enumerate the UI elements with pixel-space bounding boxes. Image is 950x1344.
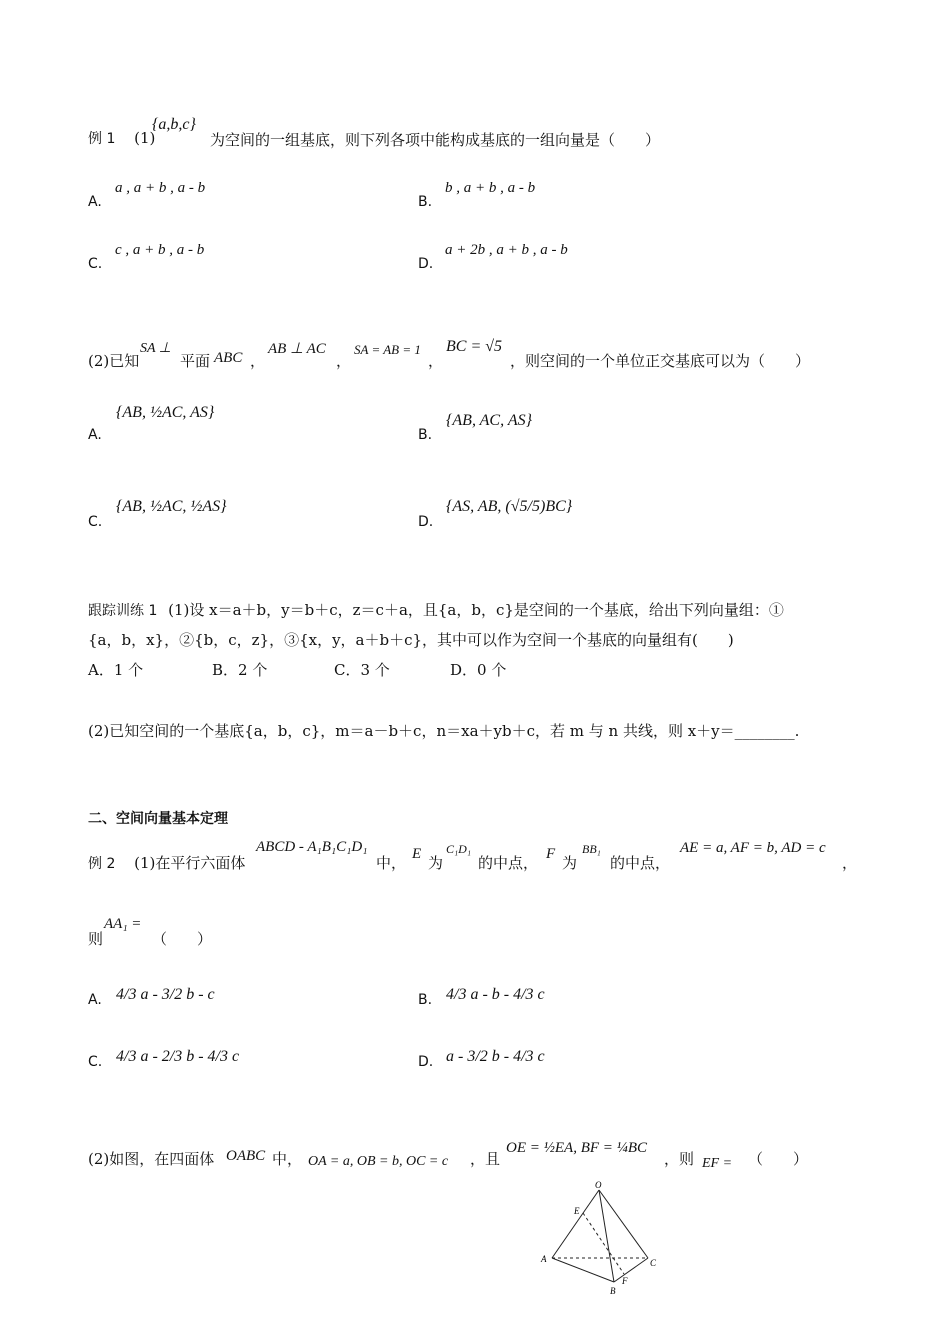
ex2-option-d-expr: a - 3/2 b - 4/3 c (446, 1048, 545, 1065)
ex2-p5: 为 (562, 854, 578, 872)
ex2-p2-ef: EF = (702, 1156, 733, 1171)
tetrahedron-figure (538, 1178, 668, 1298)
label-b: B (610, 1286, 616, 1296)
ex1-line (88, 128, 155, 148)
ex1-part2-plane: 平面 (180, 352, 211, 370)
ex1-option-d-expr: a + 2b , a + b , a - b (445, 242, 568, 258)
ex1-part2-eq: SA = AB = 1 (354, 342, 421, 357)
ex2-p2-oabc: OABC (226, 1148, 266, 1164)
ex1-2-option-c-expr: {AB, ½AC, ½AS} (116, 498, 227, 515)
ex2-label: 例 2 (88, 856, 116, 872)
option-key: B. (418, 992, 433, 1008)
ex2-q-post: （ ） (152, 930, 213, 948)
tr1-choice-c[interactable]: C．3 个 (334, 661, 390, 679)
ex2-bb1: BB₁ (582, 842, 601, 856)
ex1-option-c-expr: c , a + b , a - b (115, 242, 205, 258)
ex2-p6: 的中点， (610, 854, 671, 872)
ex1-part2-post: ，则空间的一个单位正交基底可以为（ ） (510, 352, 811, 370)
ex2-p2-and: ，且 (470, 1150, 501, 1168)
ex2-p1: (1)在平行六面体 (134, 854, 246, 872)
label-o: O (595, 1180, 602, 1190)
tr1-label: 跟踪训练 1 (88, 603, 158, 619)
label-a: A (541, 1254, 547, 1264)
option-key: B. (418, 427, 433, 443)
tr1-line1 (88, 599, 784, 620)
ex2-line (88, 852, 245, 873)
ex1-label: 例 1 (88, 131, 116, 147)
ex2-p3: 为 (428, 854, 444, 872)
label-f: F (622, 1276, 628, 1286)
section-title: 二、空间向量基本定理 (88, 811, 228, 827)
ex2-option-a[interactable] (88, 990, 102, 1008)
ex1-option-b[interactable] (418, 192, 432, 210)
ex2-p7: ， (842, 854, 858, 872)
ex2-option-b-expr: 4/3 a - b - 4/3 c (446, 986, 545, 1003)
ex1-part2-bc: BC = √5 (446, 338, 503, 355)
ex2-p2-then: ，则 (664, 1150, 695, 1168)
ex2-option-b[interactable] (418, 990, 432, 1008)
ex1-option-a-expr: a , a + b , a - b (115, 180, 206, 196)
option-key: D. (418, 256, 434, 272)
label-e: E (574, 1206, 580, 1216)
segment-ef (583, 1213, 624, 1274)
ex2-option-a-expr: 4/3 a - 3/2 b - c (116, 986, 215, 1003)
ex2-q-vec: AA₁ = (104, 916, 142, 932)
edge-bc (614, 1258, 648, 1282)
edge-oa (552, 1190, 599, 1258)
option-key: C. (88, 514, 103, 530)
option-key: B. (418, 194, 433, 210)
ex1-2-option-b[interactable] (418, 425, 432, 443)
ex1-2-option-a[interactable] (88, 425, 102, 443)
edge-ob (599, 1190, 614, 1282)
ex2-option-c[interactable] (88, 1052, 102, 1070)
ex1-part2-sa: SA ⊥ (140, 341, 171, 356)
ex1-part2-pre: (2)已知 (88, 352, 140, 370)
ex2-e: E (412, 846, 422, 862)
ex1-part2-comma3: ， (428, 352, 444, 370)
ex1-2-option-d[interactable] (418, 512, 433, 530)
ex1-part2-perp: AB ⊥ AC (268, 341, 326, 357)
ex1-2-option-a-expr: {AB, ½AC, AS} (116, 404, 215, 421)
label-c: C (650, 1258, 657, 1268)
tr1-text1: (1)设 x＝a＋b，y＝b＋c，z＝c＋a，且{a，b，c}是空间的一个基底，给出下列向量组：① (168, 601, 784, 619)
tr1-choice-d[interactable]: D．0 个 (450, 661, 507, 679)
tr1-choice-b[interactable]: B．2 个 (212, 661, 268, 679)
ex1-option-c[interactable] (88, 254, 102, 272)
ex1-2-option-c[interactable] (88, 512, 102, 530)
ex2-p2-cond: OE = ½EA, BF = ¼BC (506, 1140, 648, 1156)
ex2-f: F (546, 846, 556, 862)
ex1-2-option-b-expr: {AB, AC, AS} (446, 412, 532, 429)
ex2-p2-mid: 中， (272, 1150, 303, 1168)
ex2-p4: 的中点， (478, 854, 539, 872)
ex1-part2-comma2: ， (336, 352, 352, 370)
option-key: D. (418, 514, 434, 530)
ex1-option-d[interactable] (418, 254, 433, 272)
ex2-vecs: AE = a, AF = b, AD = c (680, 840, 826, 856)
edge-oc (599, 1190, 648, 1258)
option-key: C. (88, 1054, 103, 1070)
ex2-p2-pre: (2)如图，在四面体 (88, 1150, 215, 1168)
tr1-choice-a[interactable]: A．1 个 (88, 661, 144, 679)
ex1-part2-abc: ABC (214, 350, 243, 366)
ex1-part1-num: (1) (134, 129, 156, 147)
ex2-c1d1: C₁D₁ (446, 842, 472, 856)
option-key: C. (88, 256, 103, 272)
option-key: A. (88, 427, 102, 443)
ex2-option-d[interactable] (418, 1052, 433, 1070)
tr1-line2: {a，b，x}，②{b，c，z}，③{x，y，a＋b＋c}，其中可以作为空间一个基底的向量组有( ) (88, 631, 734, 649)
ex1-option-a[interactable] (88, 192, 102, 210)
ex2-q-pre: 则 (88, 930, 104, 948)
tr1-line3: (2)已知空间的一个基底{a，b，c}，m＝a－b＋c，n＝xa＋yb＋c，若 m 与 n 共线，则 x＋y＝________. (88, 722, 800, 740)
ex1-part1-text: 为空间的一组基底，则下列各项中能构成基底的一组向量是（ ） (210, 131, 661, 149)
ex2-option-c-expr: 4/3 a - 2/3 b - 4/3 c (116, 1048, 240, 1065)
ex1-option-b-expr: b , a + b , a - b (445, 180, 536, 196)
option-key: A. (88, 992, 102, 1008)
ex2-p2: 中， (376, 854, 407, 872)
ex2-p2-paren: （ ） (748, 1150, 809, 1168)
ex1-2-option-d-expr: {AS, AB, (√5/5)BC} (446, 498, 573, 515)
ex1-basis-set: {a,b,c} (152, 116, 196, 133)
option-key: D. (418, 1054, 434, 1070)
option-key: A. (88, 194, 102, 210)
edge-ab (552, 1258, 614, 1282)
ex1-part2-comma1: ， (250, 352, 266, 370)
ex2-solid: ABCD - A₁B₁C₁D₁ (256, 839, 368, 855)
ex2-p2-vecs: OA = a, OB = b, OC = c (308, 1154, 449, 1169)
